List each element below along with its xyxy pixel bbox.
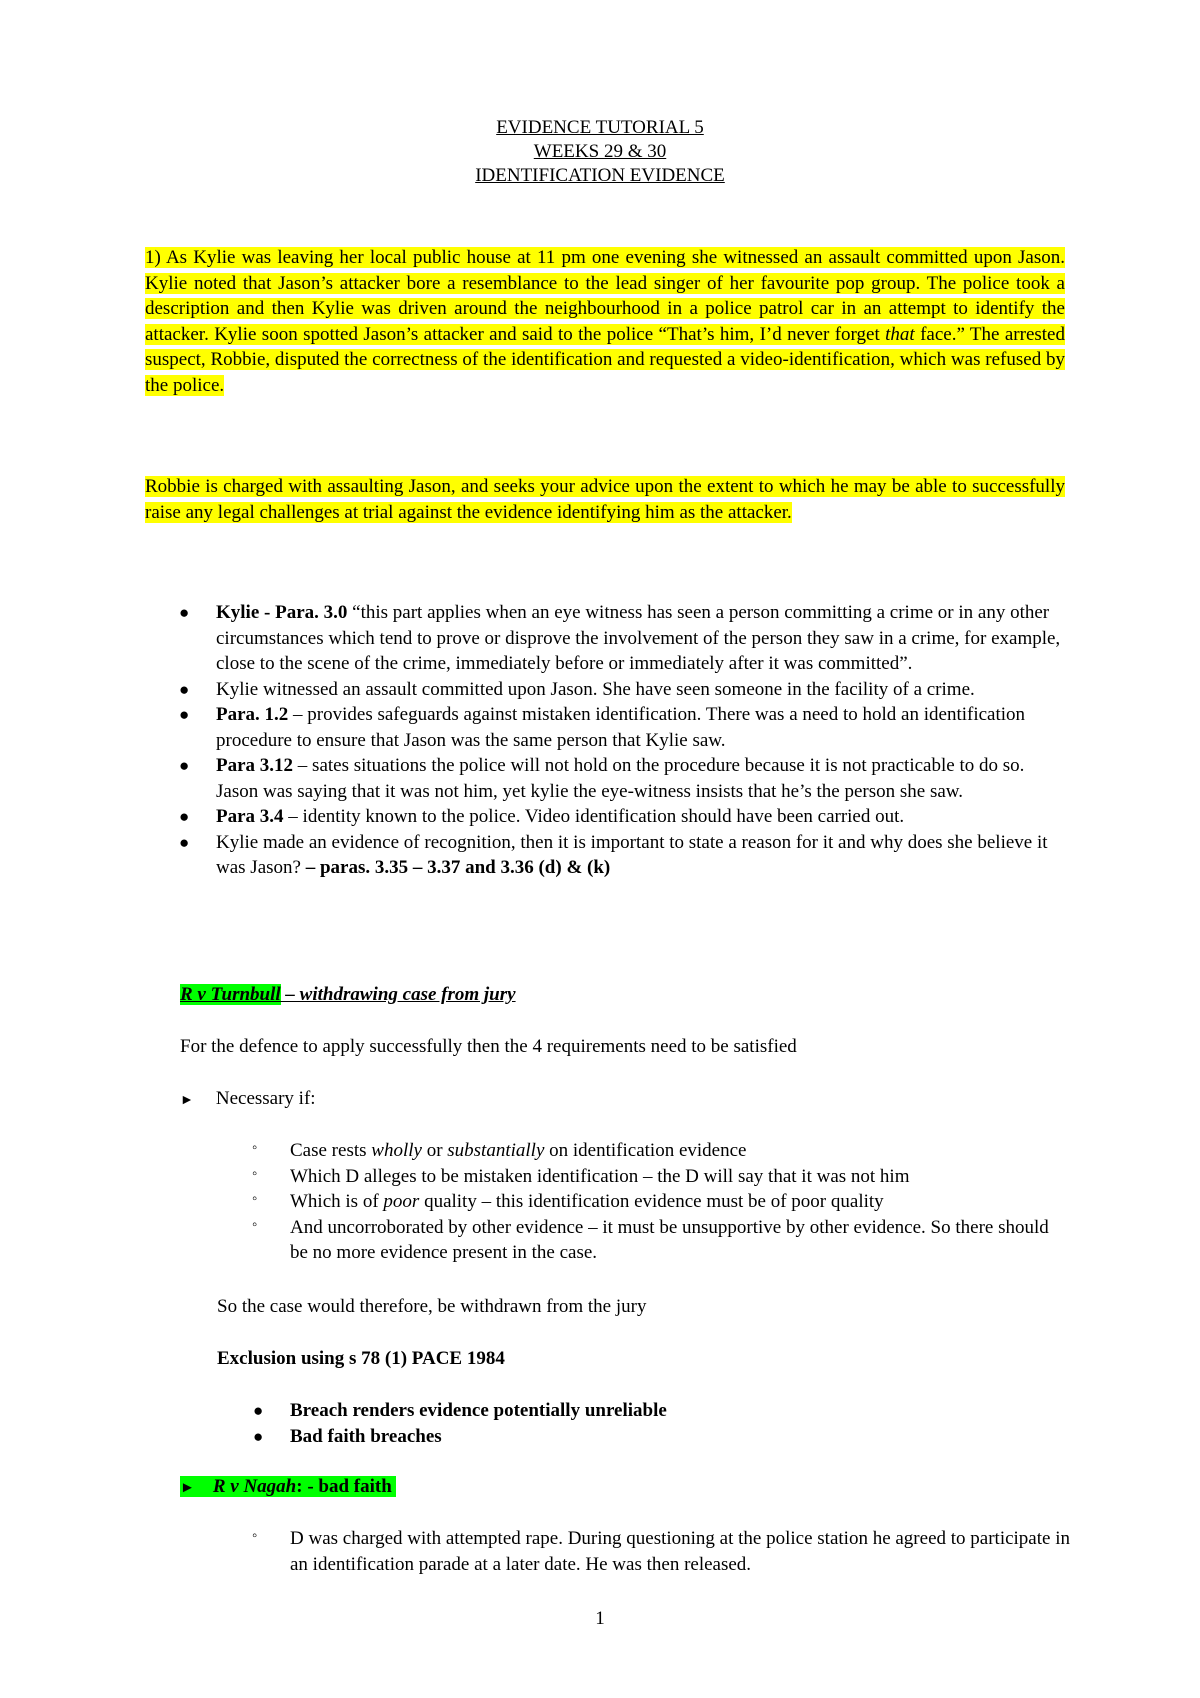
exclusion-heading: Exclusion using s 78 (1) PACE 1984 bbox=[217, 1348, 505, 1369]
list-item: ● Kylie - Para. 3.0 “this part applies when an eye witness has seen a person committing a crime or in any other circumstances which tend to prove or disprove the involvement of the person they saw in a crime, for example, close to the scene of the crime, immediately before or immediately after it was committed”. bbox=[179, 602, 1061, 674]
bullet-icon: ● bbox=[179, 705, 190, 724]
turnbull-requirements-list bbox=[252, 1138, 1070, 1266]
title-line-1: EVIDENCE TUTORIAL 5 bbox=[496, 117, 704, 138]
arrow-bullet-icon: ► bbox=[180, 1093, 194, 1108]
circle-bullet-icon: ◦ bbox=[252, 1165, 258, 1182]
turnbull-intro: For the defence to apply successfully then the 4 requirements need to be satisfied bbox=[180, 1036, 797, 1057]
list-item: ● Breach renders evidence potentially unreliable bbox=[290, 1398, 1070, 1424]
nagah-heading: ► R v Nagah: - bad faith bbox=[180, 1474, 396, 1502]
circle-bullet-icon: ◦ bbox=[252, 1216, 258, 1233]
list-item: ● Para. 1.2 – provides safeguards against mistaken identification. There was a need to hold an identification procedure to ensure that Jason was the same person that Kylie saw. bbox=[179, 704, 1026, 751]
list-item: ● Para 3.4 – identity known to the police. Video identification should have been carried out. bbox=[216, 804, 1066, 830]
page-number: 1 bbox=[595, 1608, 605, 1629]
bullet-icon: ● bbox=[179, 603, 190, 622]
list-item: ◦ And uncorroborated by other evidence – it must be unsupportive by other evidence. So there should be no more evidence present in the case. bbox=[290, 1215, 1070, 1266]
list-item: ◦ Which is of poor quality – this identification evidence must be of poor quality bbox=[290, 1189, 1070, 1215]
answer-bullet-list bbox=[179, 600, 1066, 881]
list-item: ● Kylie witnessed an assault committed upon Jason. She have seen someone in the facility of a crime. bbox=[216, 677, 1066, 703]
question-paragraph-1: 1) As Kylie was leaving her local public house at 11 pm one evening she witnessed an assault committed upon Jason. Kylie noted that Jason’s attacker bore a resemblance to the lead singer of her favourite pop group. The police took a description and then Kylie was driven around the neighbourhood in a police patrol car in an attempt to identify the attacker. Kylie soon spotted Jason’s attacker and said to the police “That’s him, I’d never forget that face.” The arrested suspect, Robbie, disputed the correctness of the identification and requested a video-identification, which was refused by the police. bbox=[145, 247, 1065, 396]
document-title-block bbox=[0, 116, 1200, 188]
list-item: ● Kylie made an evidence of recognition, then it is important to state a reason for it and why does she believe it was Jason? – paras. 3.35 – 3.37 and 3.36 (d) & (k) bbox=[179, 831, 1048, 878]
title-line-3: IDENTIFICATION EVIDENCE bbox=[475, 165, 725, 186]
arrow-bullet-icon: ► bbox=[180, 1480, 195, 1496]
bullet-icon: ● bbox=[253, 1426, 264, 1446]
nagah-list bbox=[252, 1526, 1070, 1577]
list-item: ◦ Which D alleges to be mistaken identification – the D will say that it was not him bbox=[290, 1164, 1070, 1190]
bullet-icon: ● bbox=[179, 679, 190, 699]
list-item: ● Bad faith breaches bbox=[290, 1424, 1070, 1450]
list-item: ◦ Case rests wholly or substantially on identification evidence bbox=[290, 1138, 1070, 1164]
circle-bullet-icon: ◦ bbox=[252, 1528, 258, 1544]
circle-bullet-icon: ◦ bbox=[252, 1191, 258, 1207]
bullet-icon: ● bbox=[179, 756, 190, 775]
exclusion-list bbox=[253, 1398, 1070, 1449]
turnbull-heading: R v Turnbull – withdrawing case from jury bbox=[180, 984, 516, 1005]
bullet-icon: ● bbox=[179, 832, 190, 852]
circle-bullet-icon: ◦ bbox=[252, 1140, 258, 1156]
bullet-icon: ● bbox=[253, 1401, 264, 1420]
necessary-if-line: ► Necessary if: bbox=[180, 1088, 316, 1109]
list-item: ● Para 3.12 – sates situations the police will not hold on the procedure because it is not practicable to do so. Jason was saying that it was not him, yet kylie the eye-witness insists that he’s the person she saw. bbox=[179, 755, 1025, 802]
title-line-2: WEEKS 29 & 30 bbox=[533, 141, 667, 162]
list-item: ◦ D was charged with attempted rape. During questioning at the police station he agreed to participate in an identification parade at a later date. He was then released. bbox=[290, 1526, 1070, 1577]
question-paragraph-2: Robbie is charged with assaulting Jason, and seeks your advice upon the extent to which he may be able to successfully raise any legal challenges at trial against the evidence identifying him as the attacker. bbox=[145, 476, 1065, 523]
bullet-icon: ● bbox=[179, 807, 190, 826]
turnbull-conclusion: So the case would therefore, be withdrawn from the jury bbox=[217, 1296, 647, 1317]
